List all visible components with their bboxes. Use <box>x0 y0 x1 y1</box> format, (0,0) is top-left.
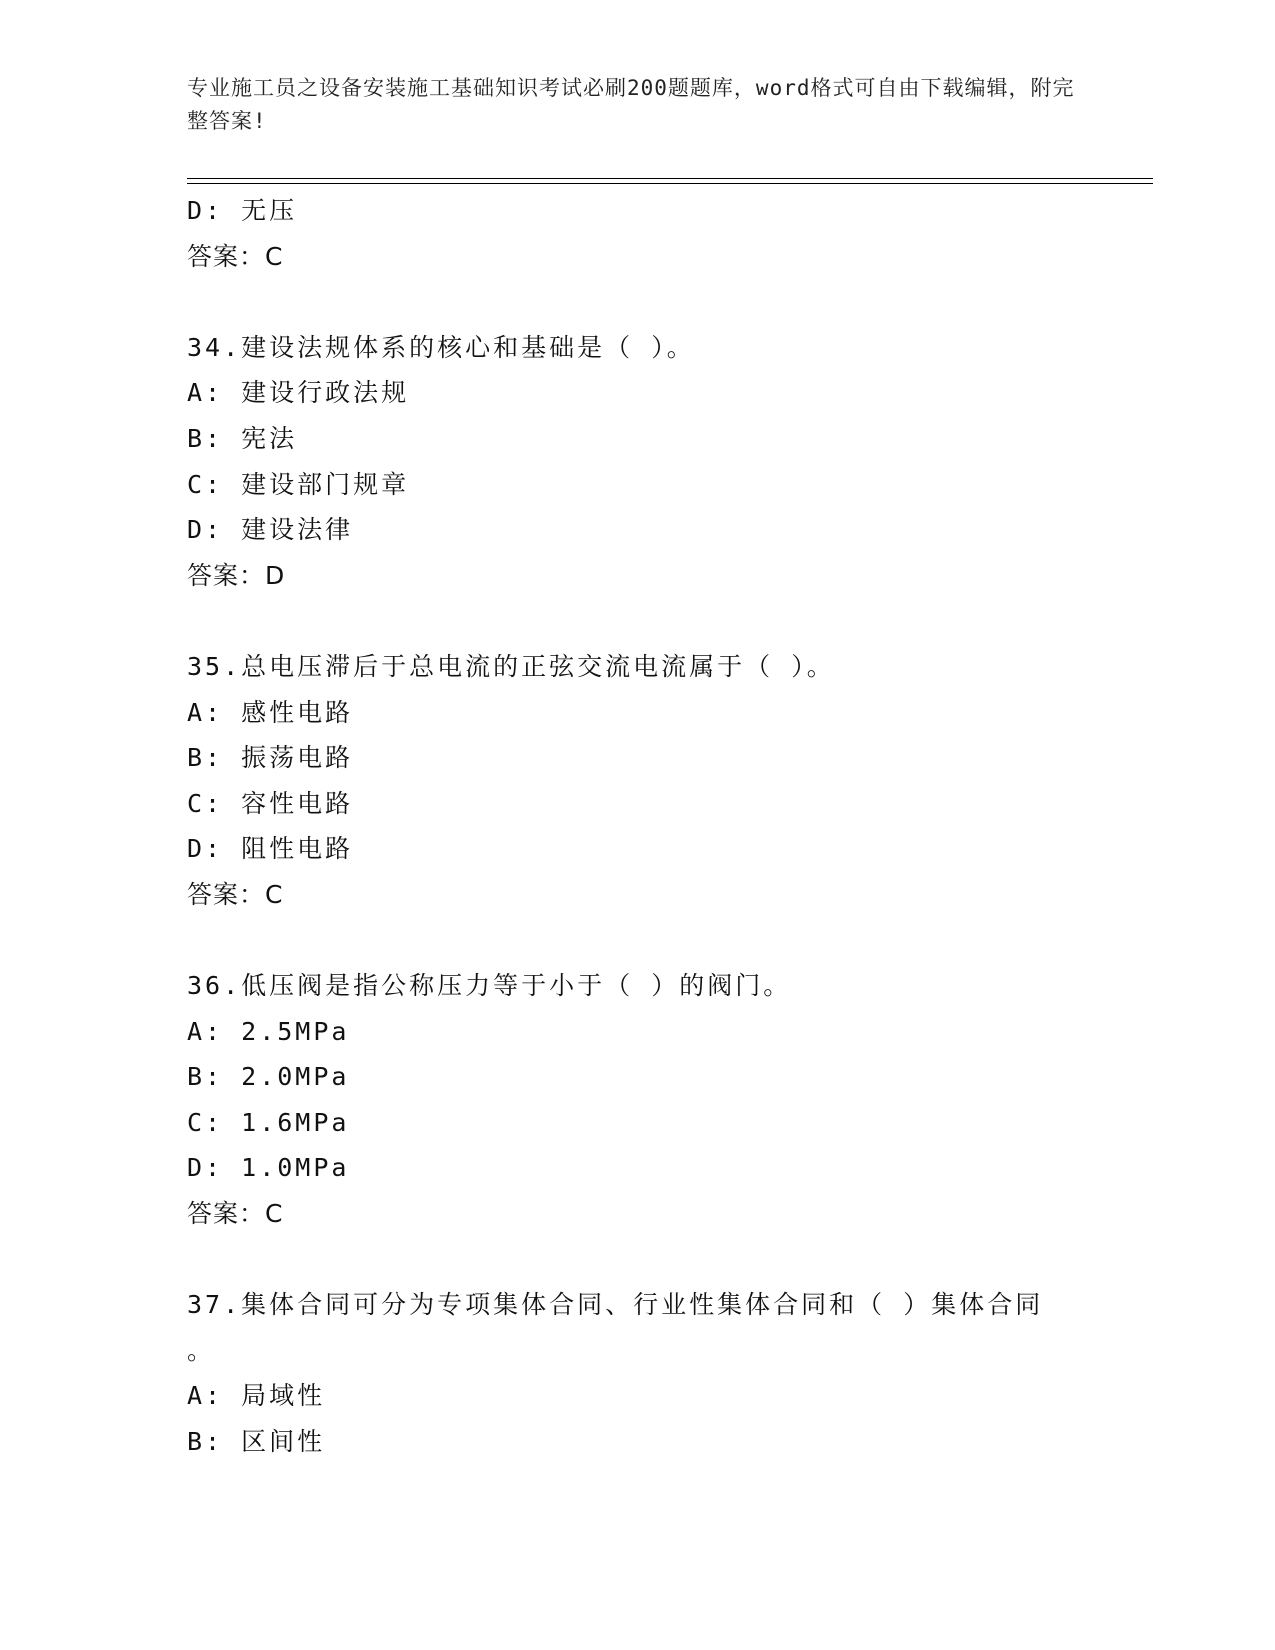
option-b: B: 2.0MPa <box>187 1062 350 1092</box>
spacer <box>187 918 1147 964</box>
question-stem: 35.总电压滞后于总电流的正弦交流电流属于（ ）。 <box>187 651 835 681</box>
option-a: A: 2.5MPa <box>187 1016 350 1046</box>
answer: 答案：C <box>187 879 284 909</box>
option-c: C: 建设部门规章 <box>187 469 410 499</box>
option-a: A: 感性电路 <box>187 697 354 727</box>
page-header-title: 专业施工员之设备安装施工基础知识考试必刷200题题库，word格式可自由下载编辑，附完整答案! <box>187 76 1075 133</box>
question-stem-line-2: 。 <box>187 1335 216 1365</box>
option-d: D: 建设法律 <box>187 515 354 545</box>
header-divider-bottom <box>187 183 1153 184</box>
carryover-option-d: D: 无压 <box>187 196 298 225</box>
question-37 <box>187 1282 1147 1464</box>
carryover-answer: 答案：C <box>187 241 284 271</box>
question-36 <box>187 963 1147 1237</box>
option-c: C: 容性电路 <box>187 788 354 818</box>
option-c: C: 1.6MPa <box>187 1107 350 1137</box>
spacer <box>187 279 1147 325</box>
question-stem: 34.建设法规体系的核心和基础是（ ）。 <box>187 332 695 362</box>
option-a: A: 建设行政法规 <box>187 378 410 408</box>
option-b: B: 宪法 <box>187 423 298 453</box>
header-divider-top <box>187 178 1153 179</box>
answer: 答案：C <box>187 1199 284 1229</box>
spacer <box>187 598 1147 644</box>
option-b: B: 区间性 <box>187 1427 326 1457</box>
question-list <box>187 188 1147 1465</box>
answer: 答案：D <box>187 560 286 590</box>
option-d: D: 1.0MPa <box>187 1153 350 1183</box>
question-stem-line-1: 37.集体合同可分为专项集体合同、行业性集体合同和（ ）集体合同 <box>187 1290 1044 1320</box>
spacer <box>187 1237 1147 1283</box>
question-stem: 36.低压阀是指公称压力等于小于（ ）的阀门。 <box>187 971 792 1001</box>
question-35 <box>187 644 1147 918</box>
option-d: D: 阻性电路 <box>187 834 354 864</box>
option-b: B: 振荡电路 <box>187 743 354 773</box>
option-a: A: 局域性 <box>187 1381 326 1411</box>
question-34 <box>187 325 1147 599</box>
